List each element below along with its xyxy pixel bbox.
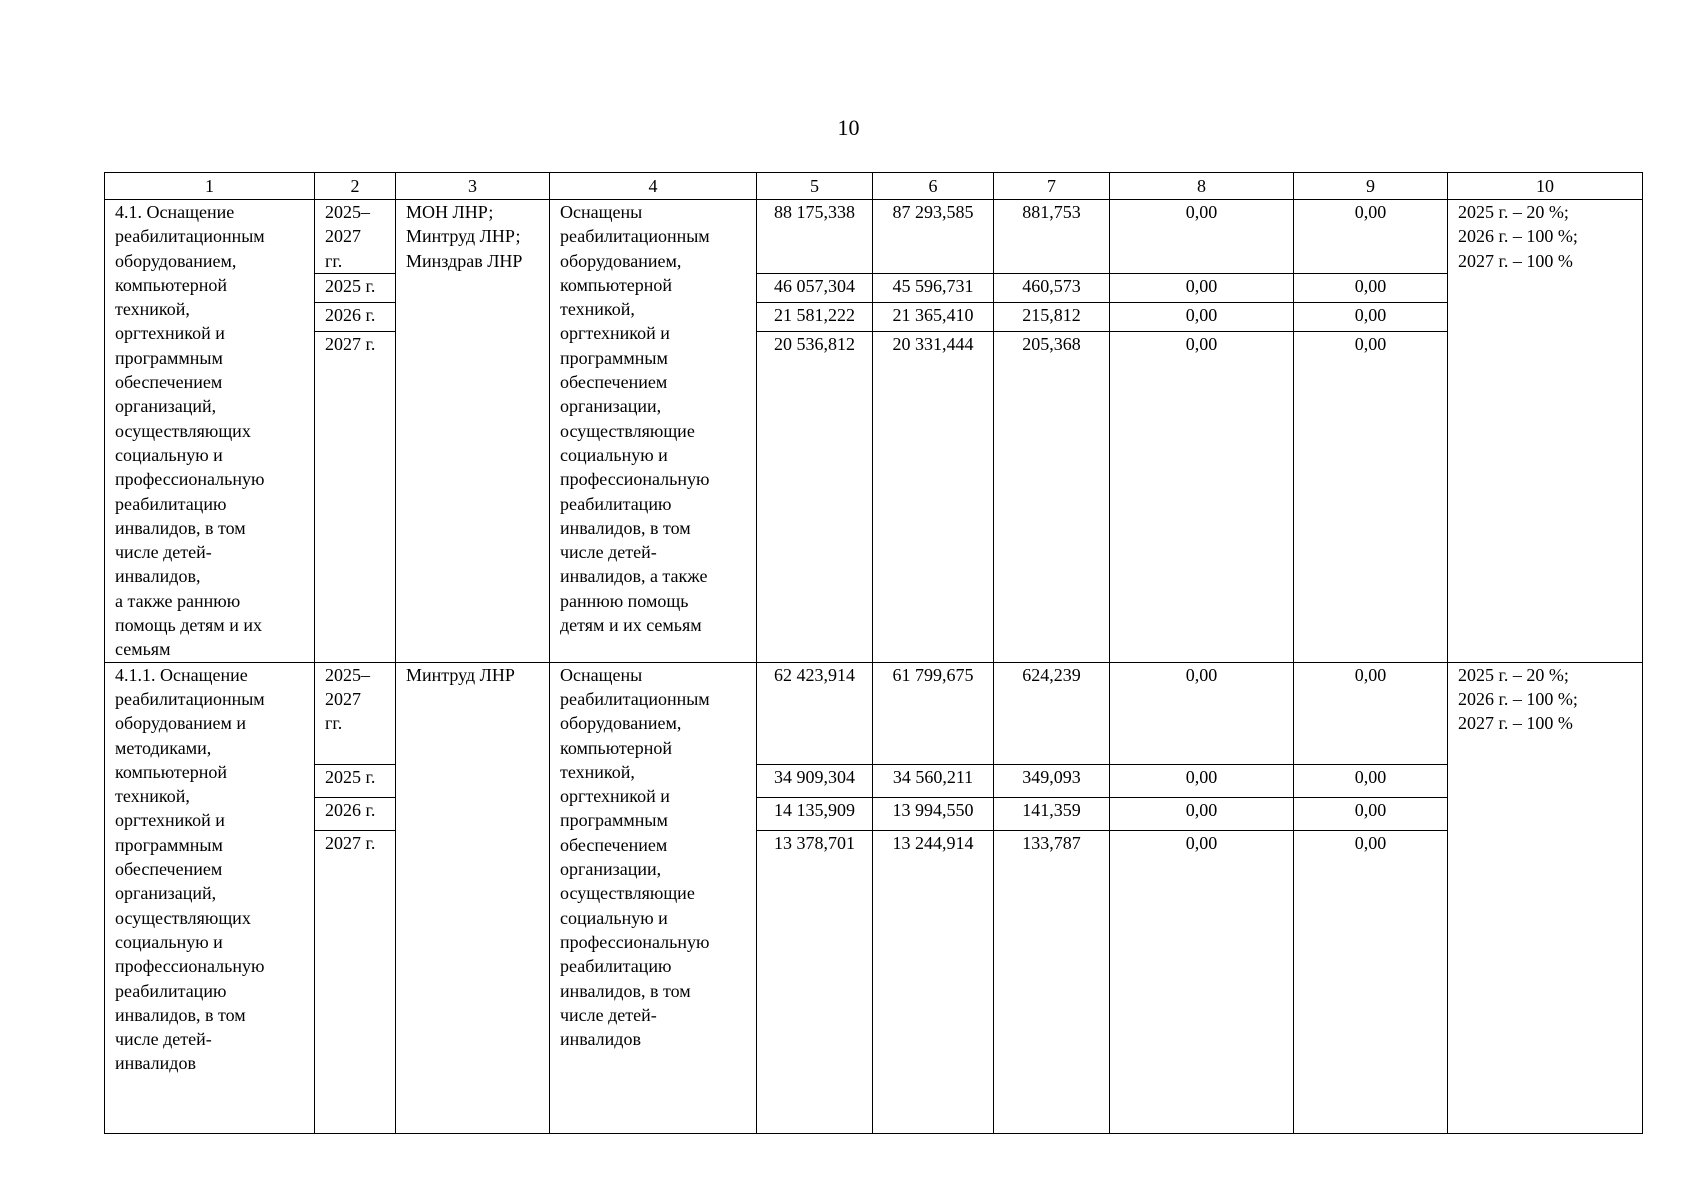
column-header: 10 bbox=[1448, 173, 1643, 200]
column-header: 8 bbox=[1110, 173, 1294, 200]
total-amount-cell: 88 175,338 bbox=[757, 200, 873, 274]
amount-cell: 349,093 bbox=[994, 764, 1110, 797]
amount-cell: 0,00 bbox=[1294, 200, 1448, 274]
period-cell: 2027 г. bbox=[315, 332, 396, 663]
amount-cell: 141,359 bbox=[994, 797, 1110, 830]
executor-cell: Минтруд ЛНР bbox=[396, 662, 550, 1133]
amount-cell: 34 560,211 bbox=[873, 764, 994, 797]
amount-cell: 0,00 bbox=[1294, 303, 1448, 332]
period-cell: 2025– 2027 гг. bbox=[315, 200, 396, 274]
column-header: 1 bbox=[105, 173, 315, 200]
table-row bbox=[105, 274, 1643, 303]
column-header: 4 bbox=[550, 173, 757, 200]
table-row bbox=[105, 830, 1643, 1133]
amount-cell: 0,00 bbox=[1110, 830, 1294, 1133]
total-amount-cell: 62 423,914 bbox=[757, 662, 873, 764]
indicator-cell: 2025 г. – 20 %; 2026 г. – 100 %; 2027 г. – 100 % bbox=[1448, 200, 1643, 663]
amount-cell: 624,239 bbox=[994, 662, 1110, 764]
measures-table bbox=[104, 172, 1643, 1134]
amount-cell: 0,00 bbox=[1110, 662, 1294, 764]
total-amount-cell: 14 135,909 bbox=[757, 797, 873, 830]
period-cell: 2026 г. bbox=[315, 303, 396, 332]
table-row bbox=[105, 764, 1643, 797]
total-amount-cell: 13 378,701 bbox=[757, 830, 873, 1133]
table-row bbox=[105, 303, 1643, 332]
amount-cell: 0,00 bbox=[1294, 764, 1448, 797]
amount-cell: 87 293,585 bbox=[873, 200, 994, 274]
measure-name-cell: 4.1.1. Оснащение реабилитационным оборудованием и методиками, компьютерной техникой, оргтехникой и программным обеспечением организаций, осуществляющих социальную и профессиональную реабилитацию инвалидов, в том числе детей- инвалидов bbox=[105, 662, 315, 1133]
amount-cell: 0,00 bbox=[1110, 764, 1294, 797]
amount-cell: 0,00 bbox=[1110, 797, 1294, 830]
amount-cell: 0,00 bbox=[1110, 274, 1294, 303]
amount-cell: 13 994,550 bbox=[873, 797, 994, 830]
total-amount-cell: 21 581,222 bbox=[757, 303, 873, 332]
period-cell: 2026 г. bbox=[315, 797, 396, 830]
result-cell: Оснащены реабилитационным оборудованием, компьютерной техникой, оргтехникой и программным обеспечением организации, осуществляющие социальную и профессиональную реабилитацию инвалидов, в том числе детей- инвалидов, а также раннюю помощь детям и их семьям bbox=[550, 200, 757, 663]
table-row bbox=[105, 200, 1643, 274]
amount-cell: 21 365,410 bbox=[873, 303, 994, 332]
column-number-row bbox=[105, 173, 1643, 200]
amount-cell: 0,00 bbox=[1294, 830, 1448, 1133]
measure-name-cell: 4.1. Оснащение реабилитационным оборудованием, компьютерной техникой, оргтехникой и программным обеспечением организаций, осуществляющих социальную и профессиональную реабилитацию инвалидов, в том числе детей- инвалидов, а также раннюю помощь детям и их семьям bbox=[105, 200, 315, 663]
total-amount-cell: 46 057,304 bbox=[757, 274, 873, 303]
column-header: 9 bbox=[1294, 173, 1448, 200]
amount-cell: 215,812 bbox=[994, 303, 1110, 332]
total-amount-cell: 20 536,812 bbox=[757, 332, 873, 663]
amount-cell: 133,787 bbox=[994, 830, 1110, 1133]
column-header: 2 bbox=[315, 173, 396, 200]
period-cell: 2025– 2027 гг. bbox=[315, 662, 396, 764]
period-cell: 2025 г. bbox=[315, 274, 396, 303]
amount-cell: 0,00 bbox=[1110, 303, 1294, 332]
amount-cell: 45 596,731 bbox=[873, 274, 994, 303]
amount-cell: 0,00 bbox=[1110, 332, 1294, 663]
amount-cell: 205,368 bbox=[994, 332, 1110, 663]
amount-cell: 0,00 bbox=[1294, 274, 1448, 303]
total-amount-cell: 34 909,304 bbox=[757, 764, 873, 797]
amount-cell: 0,00 bbox=[1294, 332, 1448, 663]
table-row bbox=[105, 797, 1643, 830]
amount-cell: 61 799,675 bbox=[873, 662, 994, 764]
column-header: 6 bbox=[873, 173, 994, 200]
amount-cell: 20 331,444 bbox=[873, 332, 994, 663]
amount-cell: 13 244,914 bbox=[873, 830, 994, 1133]
amount-cell: 881,753 bbox=[994, 200, 1110, 274]
column-header: 7 bbox=[994, 173, 1110, 200]
page-number: 10 bbox=[837, 115, 860, 140]
executor-cell: МОН ЛНР; Минтруд ЛНР; Минздрав ЛНР bbox=[396, 200, 550, 663]
table-row bbox=[105, 662, 1643, 764]
result-cell: Оснащены реабилитационным оборудованием, компьютерной техникой, оргтехникой и программным обеспечением организации, осуществляющие социальную и профессиональную реабилитацию инвалидов, в том числе детей- инвалидов bbox=[550, 662, 757, 1133]
amount-cell: 460,573 bbox=[994, 274, 1110, 303]
period-cell: 2025 г. bbox=[315, 764, 396, 797]
indicator-cell: 2025 г. – 20 %; 2026 г. – 100 %; 2027 г. – 100 % bbox=[1448, 662, 1643, 1133]
column-header: 3 bbox=[396, 173, 550, 200]
column-header: 5 bbox=[757, 173, 873, 200]
amount-cell: 0,00 bbox=[1294, 797, 1448, 830]
amount-cell: 0,00 bbox=[1110, 200, 1294, 274]
amount-cell: 0,00 bbox=[1294, 662, 1448, 764]
period-cell: 2027 г. bbox=[315, 830, 396, 1133]
table-row bbox=[105, 332, 1643, 663]
